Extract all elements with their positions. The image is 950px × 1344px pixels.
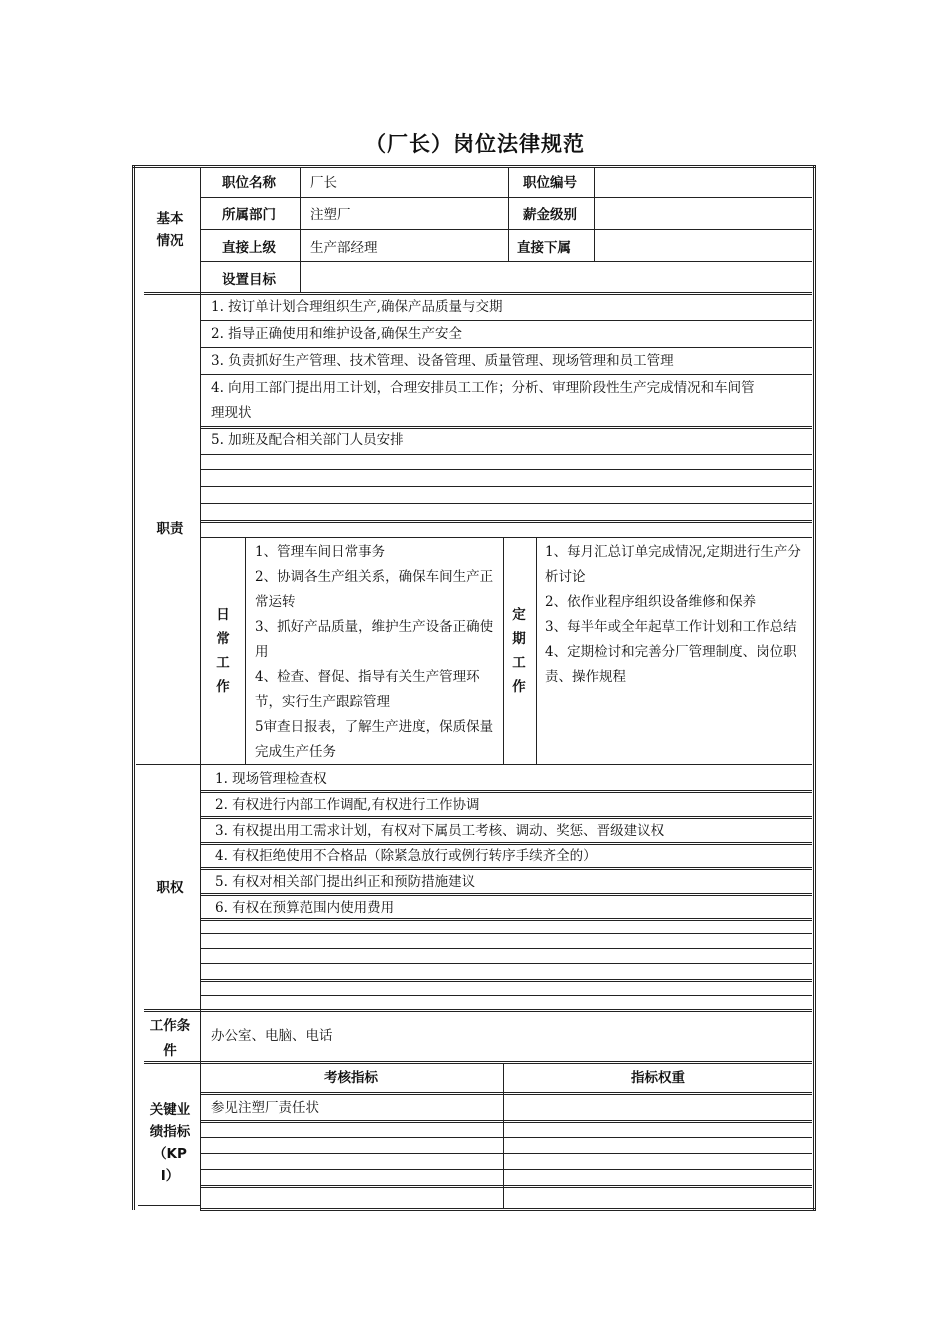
kpi-col-weight-header: 指标权重 (631, 1070, 685, 1086)
kpi-label-text: 关键业绩指标（KPI） (149, 1102, 191, 1184)
duty-item-2: 2. 指导正确使用和维护设备,确保生产安全 (211, 326, 462, 342)
department-value: 注塑厂 (310, 207, 351, 223)
periodic-work-text: 1、每月汇总订单完成情况,定期进行生产分析讨论 2、依作业程序组织设备维修和保养 3、每半年或全年起草工作计划和工作总结 4、定期检讨和完善分厂管理制度、岗位职责、操作规程 (545, 544, 801, 685)
duty-item-4: 4. 向用工部门提出用工计划，合理安排员工工作；分析、审理阶段性生产完成情况和车间管 (211, 380, 755, 396)
section-label-conditions-2: 件 (163, 1043, 177, 1059)
position-no-label: 职位编号 (523, 175, 577, 191)
authority-item-4: 4. 有权拒绝使用不合格品（除紧急放行或例行转序手续齐全的） (215, 848, 597, 864)
daily-work-label (213, 603, 233, 699)
duty-item-1: 1. 按订单计划合理组织生产,确保产品质量与交期 (211, 299, 503, 315)
position-name-label: 职位名称 (222, 175, 276, 191)
authority-item-2: 2. 有权进行内部工作调配,有权进行工作协调 (215, 797, 480, 813)
authority-item-3: 3. 有权提出用工需求计划，有权对下属员工考核、调动、奖惩、晋级建议权 (215, 823, 665, 839)
authority-item-1: 1. 现场管理检查权 (215, 771, 327, 787)
duty-item-5: 5. 加班及配合相关部门人员安排 (211, 432, 404, 448)
daily-work-text: 1、管理车间日常事务 2、协调各生产组关系，确保车间生产正常运转 3、抓好产品质量，维护生产设备正确使用 4、检查、督促、指导有关生产管理环节，实行生产跟踪管理 5审查日报表，了解生产进度，保质保量完成生产任务 (255, 544, 494, 760)
daily-work-label-text: 日常工作 (216, 607, 230, 695)
periodic-work-label-text: 定期工作 (512, 607, 526, 695)
section-label-conditions-1: 工作条 (149, 1018, 191, 1034)
periodic-work-label (509, 603, 529, 699)
section-label-basic (140, 208, 200, 252)
department-label: 所属部门 (222, 207, 276, 223)
section-label-authority: 职权 (156, 880, 184, 896)
kpi-col-indicator-header: 考核指标 (324, 1070, 378, 1086)
superior-label: 直接上级 (222, 240, 276, 256)
section-label-duties: 职责 (156, 521, 184, 537)
position-name-value: 厂长 (310, 175, 337, 191)
objective-label: 设置目标 (222, 272, 276, 288)
superior-value: 生产部经理 (310, 240, 378, 256)
authority-item-5: 5. 有权对相关部门提出纠正和预防措施建议 (215, 874, 476, 890)
duty-item-4-cont: 理现状 (211, 405, 252, 421)
conditions-value: 办公室、电脑、电话 (211, 1028, 333, 1044)
authority-item-6: 6. 有权在预算范围内使用费用 (215, 900, 395, 916)
subordinate-label: 直接下属 (517, 240, 571, 256)
page-title: （厂长）岗位法律规范 (365, 132, 585, 156)
salary-level-label: 薪金级别 (523, 207, 577, 223)
kpi-row-1: 参见注塑厂责任状 (211, 1100, 319, 1116)
basic-label-text: 基本情况 (156, 211, 184, 249)
duty-item-3: 3. 负责抓好生产管理、技术管理、设备管理、质量管理、现场管理和员工管理 (211, 353, 674, 369)
section-label-kpi (140, 1099, 200, 1187)
